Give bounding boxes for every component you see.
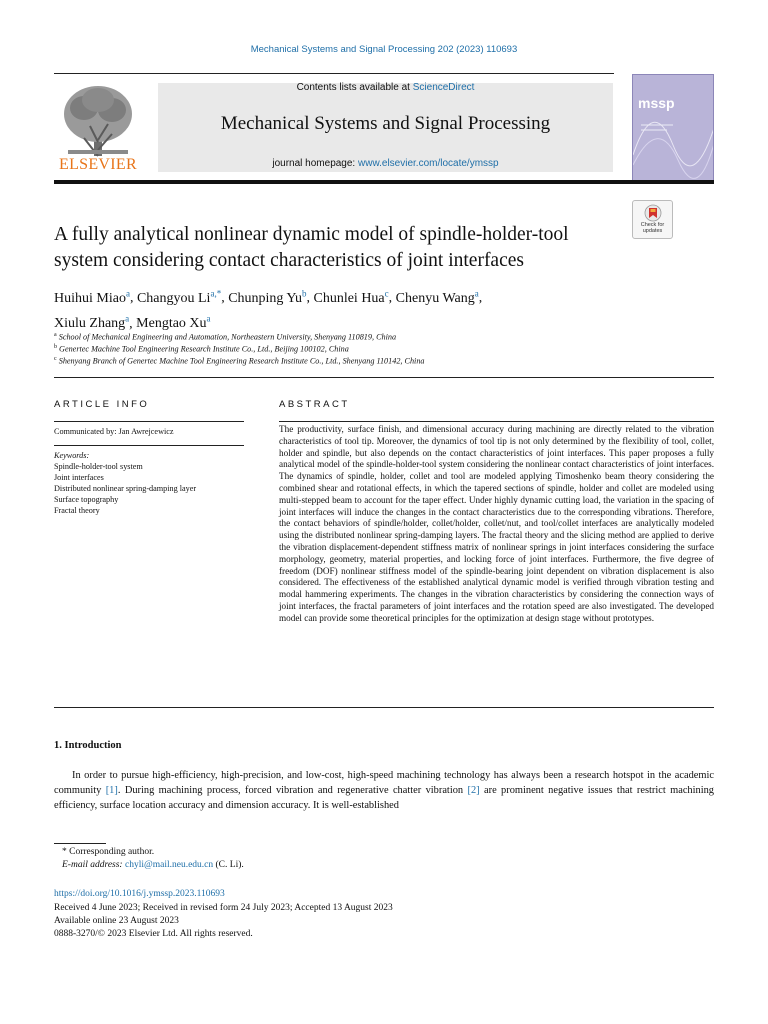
sciencedirect-link[interactable]: ScienceDirect (412, 82, 475, 93)
journal-homepage-line (158, 158, 613, 169)
author[interactable]: Huihui Miao$^a$ (54, 288, 130, 306)
abstract-rule (279, 421, 714, 422)
bookmark-badge-icon (644, 204, 662, 222)
abstract-text: The productivity, surface finish, and dimensional accuracy during machining are directly related to the vibration characteristics of tool tip. Moreover, the dynamics of tool tip is not only determined by the flexibility of tool, collet, holder and spindle, but also depends on the contact characteristics of joint interfaces. This paper proposes a fully analytical model of the spindle-holder-tool system considering the nonlinear contact characteristics of joint interfaces. The dynamics of spindle, holder, collet and tool are modeled applying Timoshenko beam theory considering the combined shear and rotational effects, in which the tapered sections of spindle, holder and collet are modeled using multi-stepped beam to account for the taper effect. Under highly dynamic cutting load, the variation in the spacing of joint interfaces will induce the changes in the contact characteristics due to the corresponding vibrations. Therefore, the contact behaviors of spindle/holder, collet/holder, collet/nut, and tool/collet interfaces are analytically modeled using the distributed nonlinear spring-damping layers. The fractal theory and the slicing method are applied to derive the vibration displacement-dependent stiffness matrix of nonlinear springs in joint interfaces considering the surface morphology, geometry, material properties, and locking force of joint interfaces. Furthermore, the five degree of freedom (DOF) nonlinear stiffness model of the spindle-bearing joint dependent on vibration displacement is also considered. The effectiveness of the established analytical dynamic model is verified through vibration testing and modal hammering experiments. The changes in the vibration characteristics by considering the connection ways of joint interfaces, the fractal parameters of joint interfaces and the rotation speed are also investigated. The developed model can provide some theoretical principles for the optimization at design stage without prototypes. (279, 424, 714, 623)
doi-link[interactable]: https://doi.org/10.1016/j.ymssp.2023.110693 (54, 889, 225, 899)
author[interactable]: Chenyu Wang$^a$ (395, 288, 479, 306)
footnote-rule (54, 843, 106, 844)
abstract-heading: ABSTRACT (279, 399, 350, 410)
article-info-heading: ARTICLE INFO (54, 399, 150, 410)
author-list: Huihui Miao$^a$, Changyou $Li^{a,*}$, Chunping Yu$^b$, Chunlei Hua$^c$, Chenyu Wang$^a$, Xiulu Zhang$^a$, Mengtao Xu$^a$ (54, 288, 483, 332)
keyword: Joint interfaces (54, 473, 104, 482)
journal-title: Mechanical Systems and Signal Processing (220, 113, 551, 134)
author[interactable]: Chunlei Hua$^c$ (313, 288, 389, 306)
publisher-wordmark: ELSEVIER (59, 156, 137, 173)
keyword: Distributed nonlinear spring-damping layer (54, 484, 197, 493)
citation-link[interactable]: [2] (467, 785, 480, 796)
affiliation: $^a$ School of Mechanical Engineering and Automation, Northeastern University, Shenyang 110819, China (54, 332, 397, 342)
paper-title: A fully analytical nonlinear dynamic model of spindle-holder-tool system considering contact characteristics of joint interfaces (54, 224, 569, 271)
article-info-rule (54, 445, 244, 446)
section-rule (54, 707, 714, 708)
cover-title: mssp (638, 95, 675, 111)
keyword: Spindle-holder-tool system (54, 462, 143, 471)
copyright: 0888-3270/© 2023 Elsevier Ltd. All rights reserved. (54, 929, 253, 939)
header-thick-rule (54, 180, 714, 184)
citation-link[interactable]: [1] (105, 785, 118, 796)
received-dates: Received 4 June 2023; Received in revised form 24 July 2023; Accepted 13 August 2023 (54, 903, 393, 913)
journal-cover-image[interactable] (632, 74, 714, 181)
author[interactable]: Mengtao Xu$^a$ (136, 313, 211, 332)
section-heading-introduction: 1. Introduction (54, 740, 122, 751)
keywords-label: Keywords: (54, 451, 90, 460)
affiliation: $^b$ Genertec Machine Tool Engineering Research Institute Co., Ltd., Beijing 100102, China (54, 344, 349, 354)
introduction-paragraph: In order to pursue high-efficiency, high-precision, and low-cost, high-speed machining technology has always been a research hotspot in the academic community [1]. During machining process, forced vibration and regenerative chatter vibration [2] are prominent negative issues that restrict machining efficiency, surface location accuracy and dimension accuracy. It is well-established (54, 770, 714, 811)
keyword: Surface topography (54, 495, 119, 504)
corresponding-author-note: * Corresponding author. (62, 847, 155, 857)
article-info-rule (54, 421, 244, 422)
contents-prefix: Contents lists available at (296, 82, 413, 93)
contents-available-line (158, 82, 613, 93)
check-for-updates-label (633, 222, 672, 234)
keywords-block (54, 450, 254, 516)
check-line-2: updates (642, 228, 663, 234)
available-online: Available online 23 August 2023 (54, 916, 179, 926)
email-link[interactable]: chyli@mail.neu.edu.cn (124, 860, 214, 870)
author[interactable]: Xiulu Zhang$^a$ (54, 313, 130, 332)
header-top-rule (54, 73, 614, 74)
check-line-1: Check for (640, 222, 665, 228)
affiliation: $^c$ Shenyang Branch of Genertec Machine Tool Engineering Research Institute Co., Ltd., Shenyang 110142, China (54, 356, 425, 366)
journal-homepage-link[interactable]: www.elsevier.com/locate/ymssp (358, 158, 499, 169)
email-line: E-mail address: chyli@mail.neu.edu.cn (C. Li). (62, 860, 244, 870)
journal-reference-link[interactable]: Mechanical Systems and Signal Processing 202 (2023) 110693 (250, 44, 518, 55)
author[interactable]: Changyou $Li^{a,*}$ (136, 288, 222, 306)
author[interactable]: Chunping Yu$^b$ (228, 288, 307, 306)
section-rule (54, 377, 714, 378)
keyword: Fractal theory (54, 506, 100, 515)
homepage-prefix: journal homepage: (272, 158, 358, 169)
check-for-updates-button[interactable] (632, 200, 673, 239)
communicated-by: Communicated by: Jan Awrejcewicz (54, 427, 174, 436)
cover-wave-graphic-icon (633, 75, 714, 181)
